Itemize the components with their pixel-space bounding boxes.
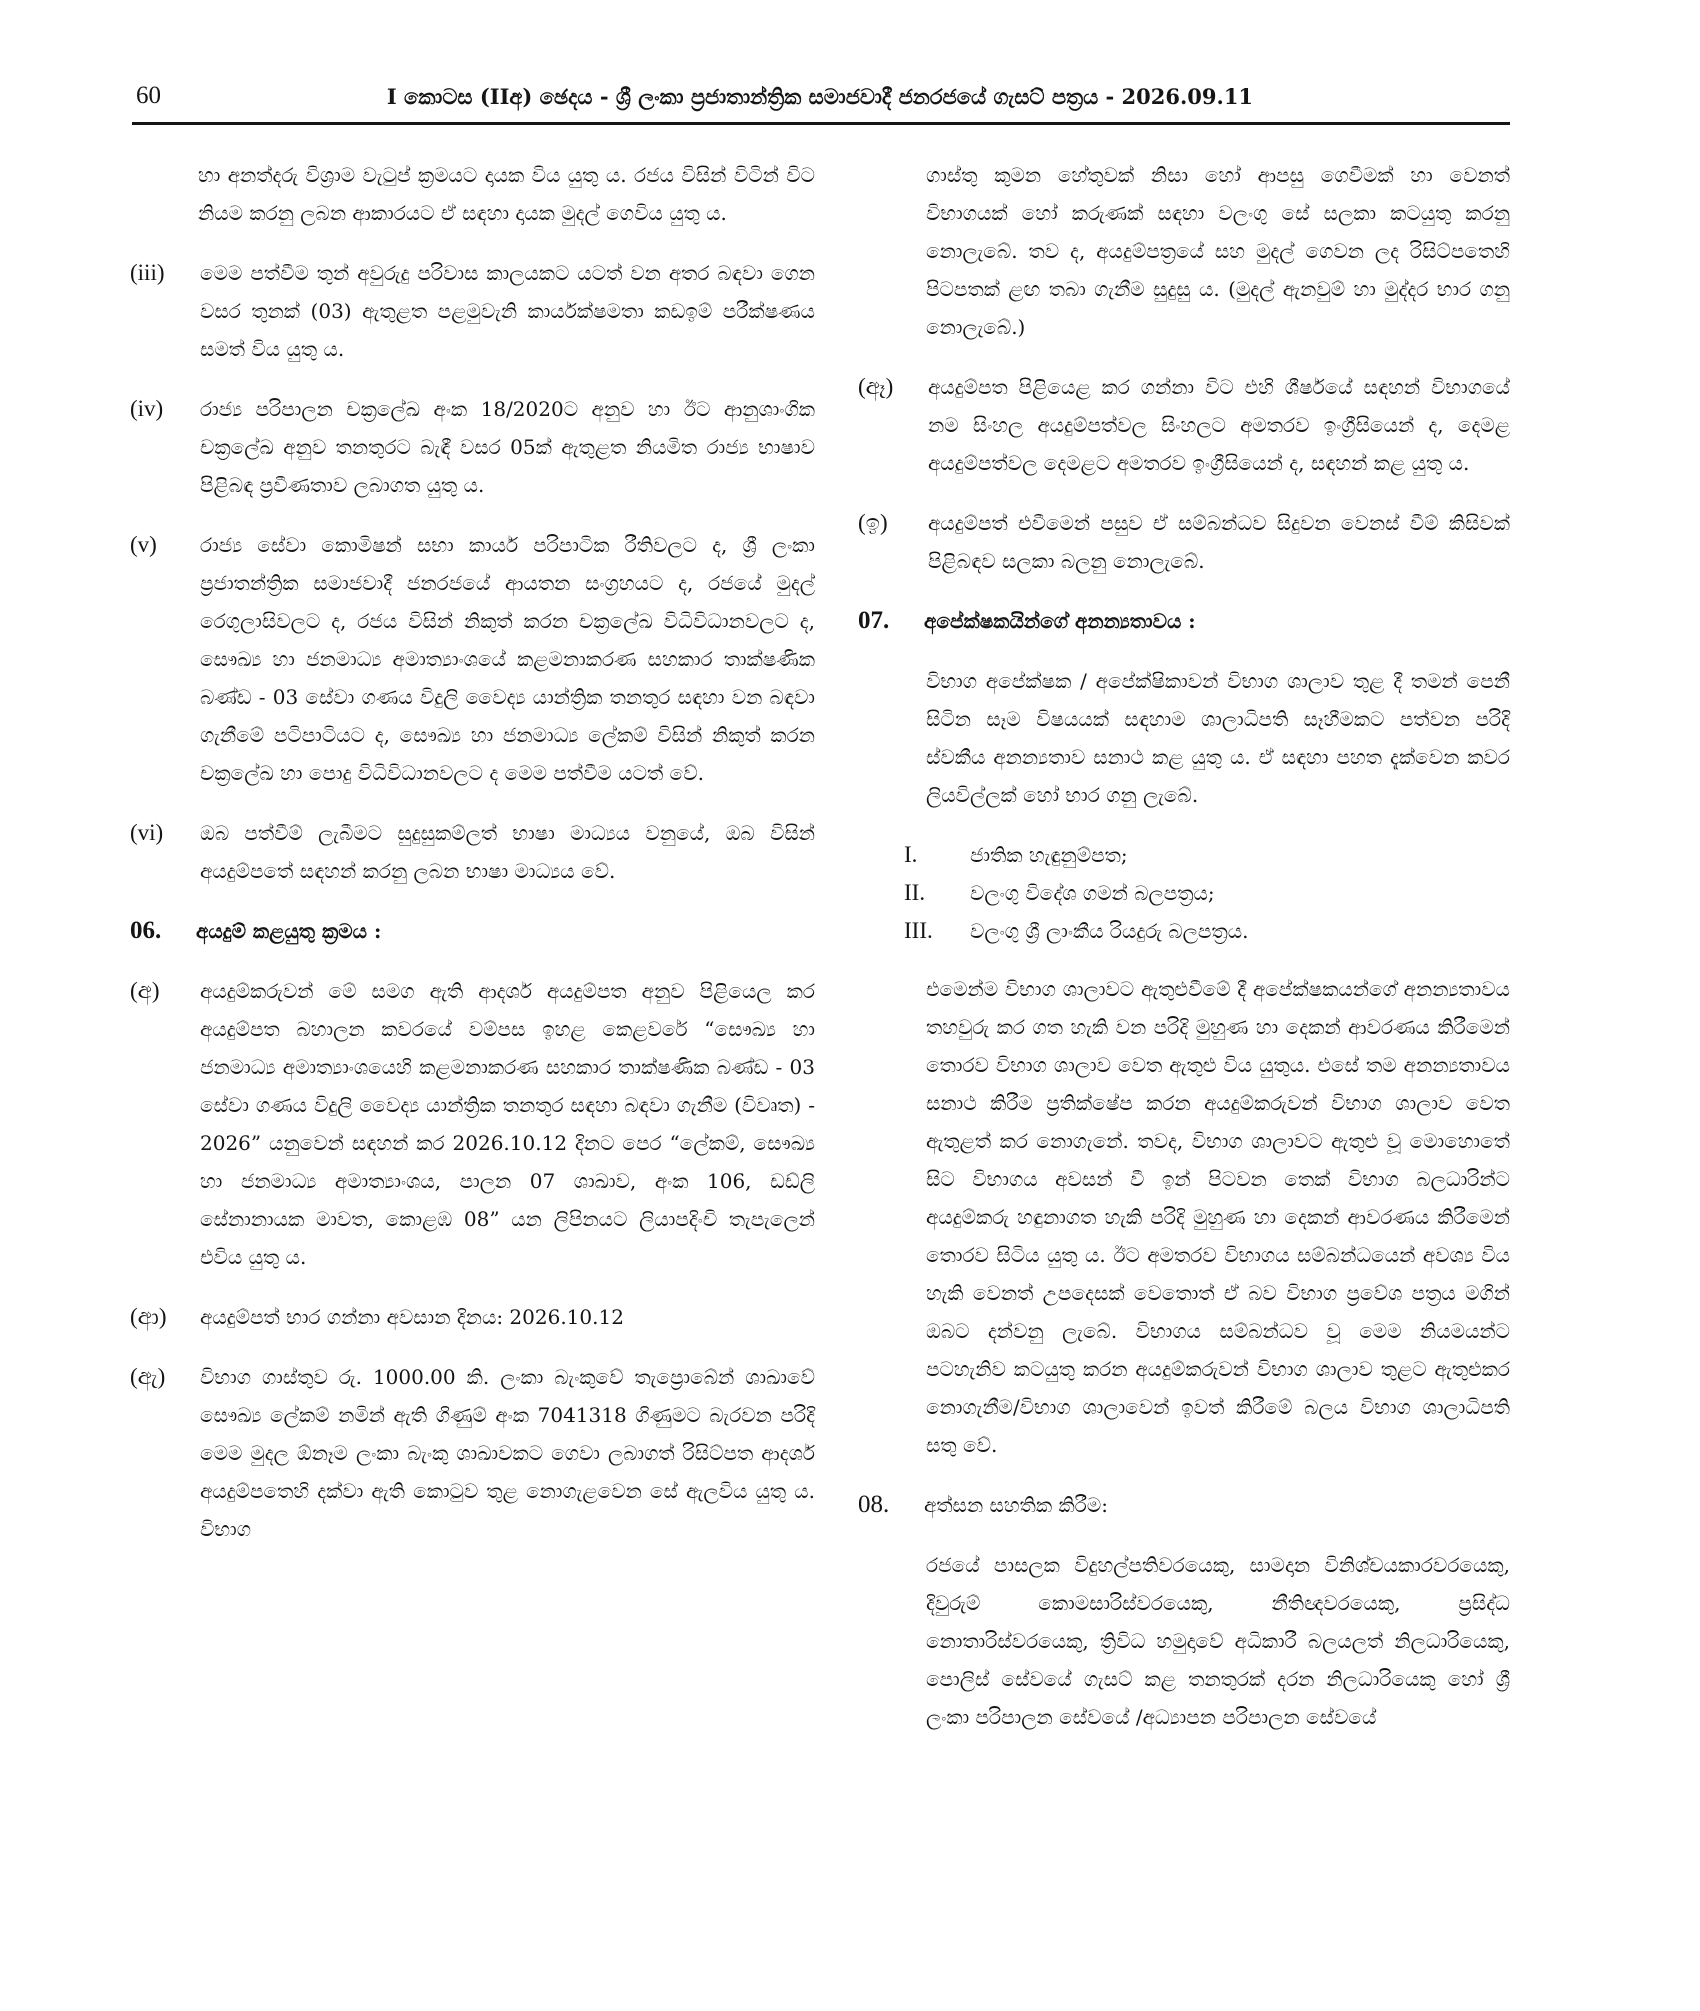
section-title: අත්සන සහතික කිරීම: xyxy=(924,1493,1108,1517)
list-item xyxy=(130,814,815,890)
list-marker: III. xyxy=(904,918,933,943)
list-item xyxy=(130,1358,815,1548)
list-item xyxy=(130,254,815,368)
list-item xyxy=(904,836,1510,874)
list-marker: (vi) xyxy=(130,820,164,845)
list-text: අයදුම්පත් භාර ගන්නා අවසාන දිනය: 2026.10.12 xyxy=(200,1305,624,1329)
list-item xyxy=(904,874,1510,912)
list-item xyxy=(858,504,1510,580)
list-item xyxy=(858,368,1510,482)
section-number: 08. xyxy=(858,1491,890,1518)
list-text: රාජ්‍ය පරිපාලන චක්‍රලේඛ අංක 18/2020ට අනුව හා ඊට ආනුශාංගික චක්‍රලේඛ අනුව තනතුරට බැඳී වසර 05ක් ඇතුළත නියමිත රාජ්‍ය භාෂාව පිළිබඳ ප්‍රවීණතාව ලබාගත යුතු ය. xyxy=(200,397,815,497)
list-item xyxy=(904,912,1510,950)
id-document-list xyxy=(858,836,1510,950)
list-item xyxy=(130,526,815,792)
list-text: විභාග ගාස්තුව රු. 1000.00 කි. ලංකා බැංකුවේ තැප්‍රොබේන් ශාඛාවේ සෞඛ්‍ය ලේකම් නමින් ඇති ගිණුම් අංක 7041318 ගිණුමට බැරවන පරිදි මෙම මුදල ඕනෑම ලංකා බැංකු ශාඛාවකට ගෙවා ලබාගත් රිසිට්පත ආදර්ශ අයදුම්පතෙහි දක්වා ඇති කොටුව තුළ නොගැළවෙන සේ ඇලවිය යුතු ය. විභාග xyxy=(200,1365,815,1541)
list-text: වලංගු විදේශ ගමන් බලපත්‍රය; xyxy=(970,881,1215,905)
list-marker: (iii) xyxy=(130,260,165,285)
list-text: ඔබ පත්වීම් ලැබීමට සුදුසුකම්ලත් භාෂා මාධ්‍යය වනුයේ, ඔබ විසින් අයදුම්පතේ සඳහන් කරනු ලබන භාෂා මාධ්‍යය වේ. xyxy=(200,821,815,883)
list-marker: II. xyxy=(904,880,926,905)
list-item xyxy=(130,972,815,1276)
section-title: අපේක්ෂකයින්ගේ අනන්‍යතාවය : xyxy=(924,609,1196,633)
list-marker: I. xyxy=(904,842,918,867)
list-text: අයදුම්පත් එවීමෙන් පසුව ඒ සම්බන්ධව සිදුවන වෙනස් වීම් කිසිවක් පිළිබඳව සලකා බලනු නොලැබේ. xyxy=(928,511,1510,573)
section-07-paragraph: විභාග අපේක්ෂක / අපේක්ෂිකාවන් විභාග ශාලාව තුළ දී තමන් පෙනී සිටින සෑම විෂයයක් සඳහාම ශාලාධිපති සෑහීමකට පත්වන පරිදි ස්වකීය අනන්‍යතාව සනාථ කළ යුතු ය. ඒ සඳහා පහත දැක්වෙන කවර ලියවිල්ලක් හෝ භාර ගනු ලැබේ. xyxy=(926,669,1510,807)
right-column xyxy=(858,156,1510,1758)
list-text: ජාතික හැඳුනුම්පත; xyxy=(970,843,1128,867)
list-text: අයදුම්පත පිළියෙළ කර ගන්නා විට එහි ශීර්ෂයේ සඳහන් විභාගයේ නම සිංහල අයදුම්පත්වල සිංහලට අමතරව ඉංග්‍රීසියෙන් ද, දෙමළ අයදුම්පත්වල දෙමළට අමතරව ඉංග්‍රීසියෙන් ද, සඳහන් කළ යුතු ය. xyxy=(928,375,1510,475)
list-text: වලංගු ශ්‍රී ලාංකීය රියදුරු බලපත්‍රය. xyxy=(970,919,1249,943)
section-title: අයදුම් කළයුතු ක්‍රමය : xyxy=(196,919,382,943)
list-marker: (ආ) xyxy=(130,1304,167,1329)
section-07-paragraph-2: එමෙන්ම විභාග ශාලාවට ඇතුළුවීමේ දී අපේක්ෂකයන්ගේ අනන්‍යතාවය තහවුරු කර ගත හැකි වන පරිදි මුහුණ හා දෙකන් ආවරණය කිරීමෙන් තොරව විභාග ශාලාව වෙත ඇතුළු විය යුතුය. එසේ තම අනන්‍යතාවය සනාථ කිරීම ප්‍රතික්ෂේප කරන අයදුම්කරුවන් විභාග ශාලාව වෙත ඇතුළත් කර නොගැනේ. තවද, විභාග ශාලාවට ඇතුළු වූ මොහොතේ සිට විභාගය අවසන් වී ඉන් පිටවන තෙක් විභාග බලධාරින්ට අයදුම්කරු හඳුනාගත හැකි පරිදි මුහුණ හා දෙකන් ආවරණය කිරීමෙන් තොරව සිටිය යුතු ය. ඊට අමතරව විභාගය සම්බන්ධයෙන් අවශ්‍ය විය හැකි වෙනත් උපදෙසක් වෙතොත් ඒ බව විභාග ප්‍රවේශ පත්‍රය මගින් ඔබට දන්වනු ලැබේ. විභාගය සම්බන්ධව වූ මෙම නියමයන්ට පටහැනිව කටයුතු කරන අයදුම්කරුවන් විභාග ශාලාව තුළට ඇතුළුකර නොගැනීම/විභාග ශාලාවෙන් ඉවත් කිරීමේ බලය විභාග ශාලාධිපති සතු වේ. xyxy=(926,977,1510,1457)
gazette-title: I කොටස (IIඅ) ඡෙදය - ශ්‍රී ලංකා ප්‍රජාතාන්ත්‍රික සමාජවාදී ජනරජයේ ගැසට් පත්‍රය - 2026.09.11 xyxy=(386,84,1254,109)
list-marker: (අ) xyxy=(130,978,160,1003)
list-item xyxy=(130,1298,815,1336)
list-marker: (v) xyxy=(130,532,157,557)
continued-paragraph: ගාස්තු කුමන හේතුවක් නිසා හෝ ආපසු ගෙවීමක් හා වෙනත් විභාගයක් හෝ කරුණක් සඳහා වලංගු සේ සලකා කටයුතු කරනු නොලැබේ. තව ද, අයදුම්පත්‍රයේ සහ මුදල් ගෙවන ලද රිසිට්පතෙහි පිටපතක් ළඟ තබා ගැනීම සුදුසු ය. (මුදල් ඇනවුම් හා මුද්දර භාර ගනු නොලැබේ.) xyxy=(926,163,1510,339)
section-number: 07. xyxy=(858,607,890,634)
section-08-paragraph: රජයේ පාසලක විදුහල්පතිවරයෙකු, සාමදාන විනිශ්චයකාරවරයෙකු, දිවුරුම් කොමසාරිස්වරයෙකු, නීතිඥවරයෙකු, ප්‍රසිද්ධ නොතාරිස්වරයෙකු, ත්‍රිවිධ හමුදාවේ අධිකාරී බලයලත් නිලධාරියෙකු, පොලිස් සේවයේ ගැසට් කළ තනතුරක් දරන නිලධාරියෙකු හෝ ශ්‍රී ලංකා පරිපාලන සේවයේ /අධ්‍යාපන පරිපාලන සේවයේ xyxy=(926,1553,1510,1729)
continued-paragraph: හා අනත්දරු විශ්‍රාම වැටුප් ක්‍රමයට දායක විය යුතු ය. රජය විසින් විටින් විට නියම කරනු ලබන ආකාරයට ඒ සඳහා දායක මුදල් ගෙවිය යුතු ය. xyxy=(198,163,815,225)
section-number: 06. xyxy=(130,917,162,944)
list-marker: (ඈ) xyxy=(858,374,894,399)
section-06-heading xyxy=(130,912,815,950)
header-rule xyxy=(132,122,1510,125)
page-number: 60 xyxy=(136,82,161,109)
list-text: මෙම පත්වීම තුන් අවුරුදු පරිවාස කාලයකට යටත් වන අතර බඳවා ගෙන වසර තුනක් (03) ඇතුළත පළමුවැනි කාර්යක්ෂමතා කඩඉම් පරීක්ෂණය සමත් විය යුතු ය. xyxy=(200,261,815,361)
list-text: අයදුම්කරුවන් මේ සමග ඇති ආදර්ශ අයදුම්පත අනුව පිළියෙල කර අයදුම්පත බහාලන කවරයේ වම්පස ඉහළ කෙළවරේ “සෞඛ්‍ය හා ජනමාධ්‍ය අමාත්‍යාංශයෙහි කළමනාකරණ සහකාර තාක්ෂණික බණ්ඩ - 03 සේවා ගණය විදුලි වෛද්‍ය යාන්ත්‍රික තනතුර සඳහා බඳවා ගැනීම (විවෘත) - 2026” යනුවෙන් සඳහන් කර 2026.10.12 දිනට පෙර “ලේකම්, සෞඛ්‍ය හා ජනමාධ්‍ය අමාත්‍යාංශය, පාලන 07 ශාඛාව, අංක 106, ඩඩ්ලි සේනානායක මාවත, කොළඹ 08” යන ලිපිනයට ලියාපදිංචි තැපැලෙන් එවිය යුතු ය. xyxy=(200,979,815,1269)
list-marker: (ඇ) xyxy=(130,1364,166,1389)
left-column xyxy=(130,156,815,1570)
section-08-heading xyxy=(858,1486,1510,1524)
list-item xyxy=(130,390,815,504)
list-marker: (iv) xyxy=(130,396,164,421)
section-07-heading xyxy=(858,602,1510,640)
list-text: රාජ්‍ය සේවා කොමිෂන් සභා කාර්ය පරිපාටික රීතිවලට ද, ශ්‍රී ලංකා ප්‍රජාතන්ත්‍රික සමාජවාදී ජනරජයේ ආයතන සංග්‍රහයට ද, රජයේ මුදල් රෙගුලාසිවලට ද, රජය විසින් නිකුත් කරන චක්‍රලේඛ විධිවිධානවලට ද, සෞඛ්‍ය හා ජනමාධ්‍ය අමාත්‍යාංශයේ කළමනාකරණ සහකාර තාක්ෂණික බණ්ඩ - 03 සේවා ගණය විදුලි වෛද්‍ය යාන්ත්‍රික තනතුර සඳහා වන බඳවා ගැනීමේ පටිපාටියට ද, සෞඛ්‍ය හා ජනමාධ්‍ය ලේකම් විසින් නිකුත් කරන චක්‍රලේඛ හා පොදු විධිවිධානවලට ද මෙම පත්වීම යටත් වේ. xyxy=(200,533,815,785)
list-marker: (ඉ) xyxy=(858,510,888,535)
page-header xyxy=(130,82,1510,124)
